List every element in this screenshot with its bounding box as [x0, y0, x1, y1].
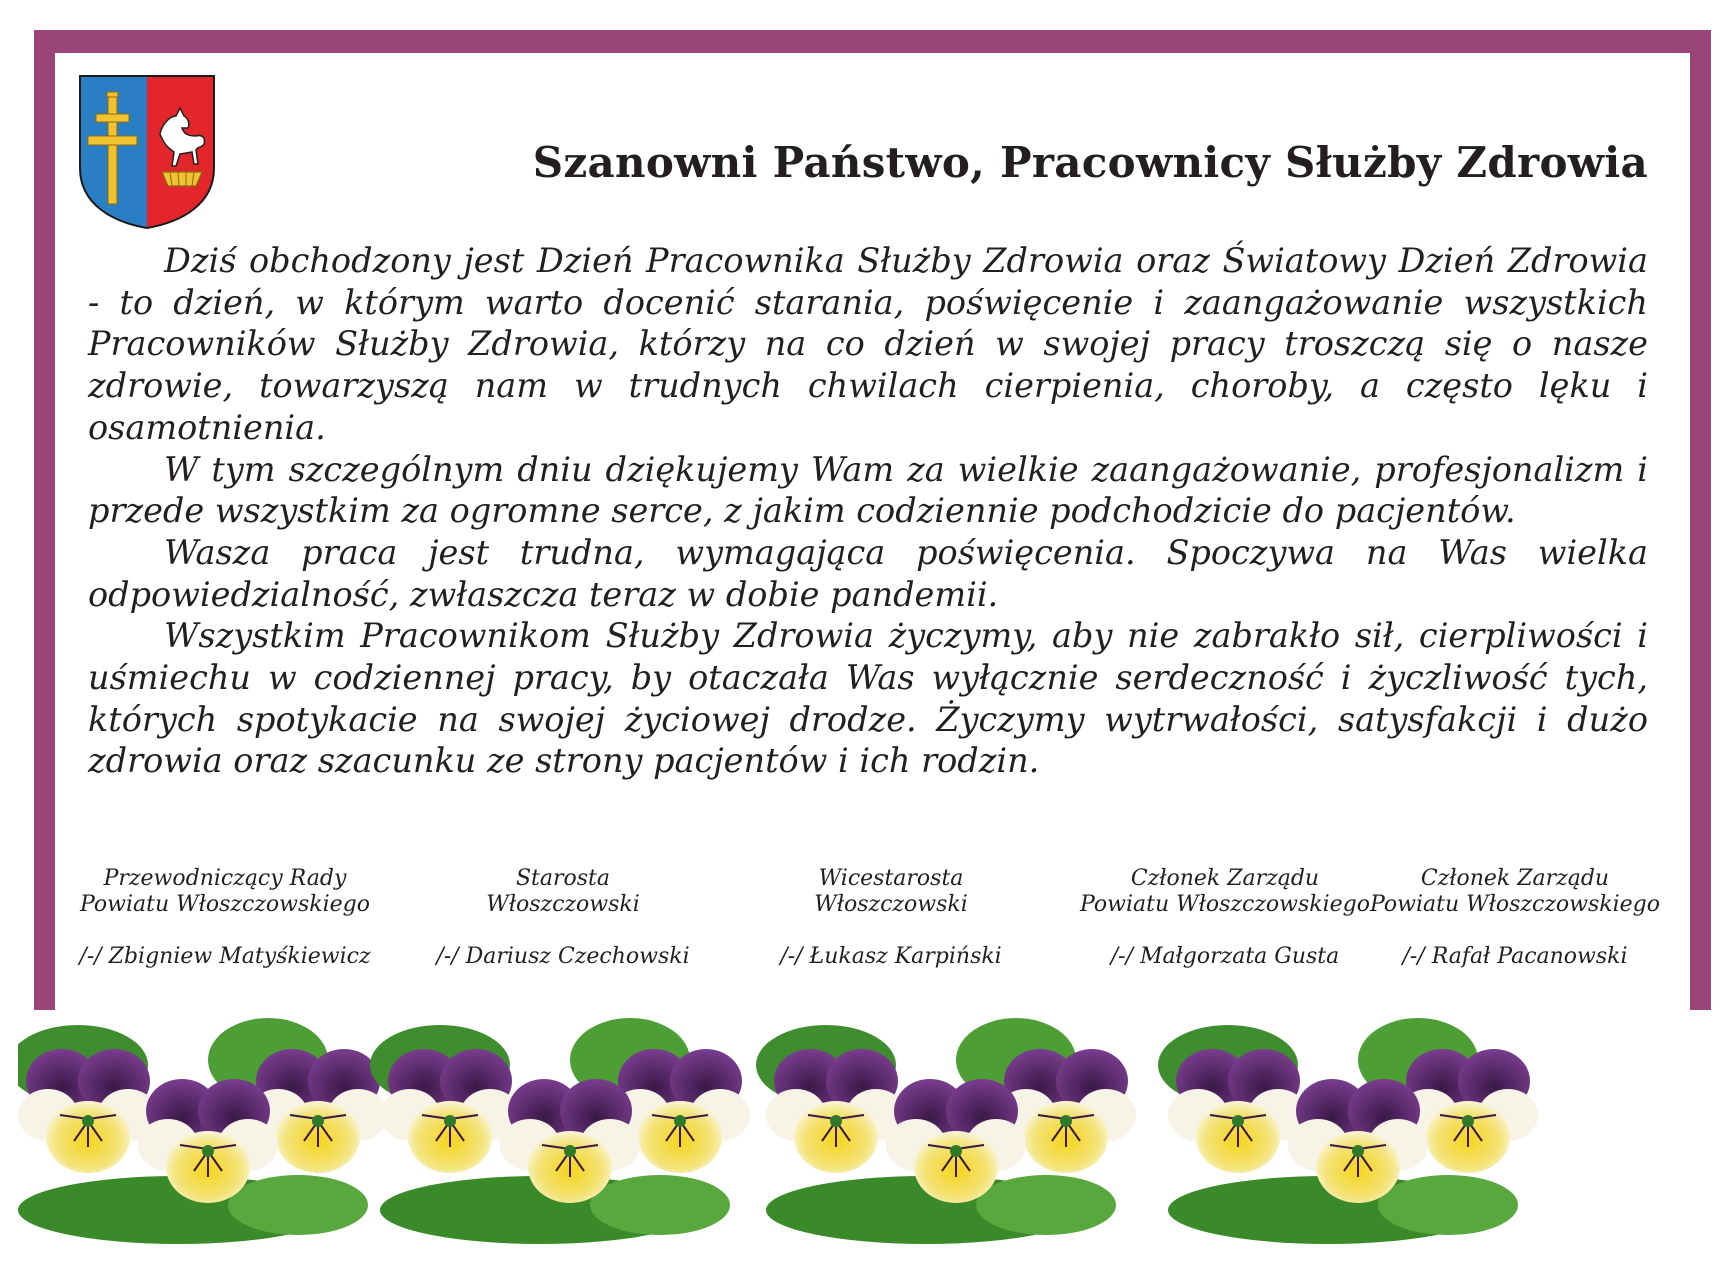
- letter-body: [88, 240, 1648, 782]
- signer-role: Członek Zarządu: [1130, 866, 1320, 891]
- signer-role: Powiatu Włoszczowskiego: [1369, 892, 1660, 917]
- letter-paragraph: Dziś obchodzony jest Dzień Pracownika Służby Zdrowia oraz Światowy Dzień Zdrowia - to dzień, w którym warto docenić starania, poświęcenie i zaangażowanie wszystkich Pracowników Służby Zdrowia, którzy na co dzień w swojej pracy troszczą się o nasze zdrowie, towarzyszą nam w trudnych chwilach cierpienia, choroby, a często lęku i osamotnienia.: [88, 241, 1648, 447]
- coat-of-arms-icon: [76, 72, 218, 230]
- signer: [1350, 866, 1680, 970]
- signer-name: /-/ Zbigniew Matyśkiewicz: [79, 944, 371, 969]
- page-title: Szanowni Państwo, Pracownicy Służby Zdrowia: [532, 138, 1648, 187]
- letter-paragraph: Wasza praca jest trudna, wymagająca poświęcenia. Spoczywa na Was wielka odpowiedzialność, zwłaszcza teraz w dobie pandemii.: [88, 532, 1648, 614]
- signer-name: /-/ Dariusz Czechowski: [436, 944, 690, 969]
- signer-role: Członek Zarządu: [1420, 866, 1610, 891]
- signer: [60, 866, 390, 970]
- signer-role: Powiatu Włoszczowskiego: [1079, 892, 1370, 917]
- letter-paragraph: Wszystkim Pracownikom Służby Zdrowia życzymy, aby nie zabrakło sił, cierpliwości i uśmiechu w codziennej pracy, by otaczała Was wyłącznie serdeczność i życzliwość tych, których spotykacie na swojej życiowej drodze. Życzymy wytrwałości, satysfakcji i dużo zdrowia oraz szacunku ze strony pacjentów i ich rodzin.: [88, 616, 1648, 781]
- signer: [1060, 866, 1390, 970]
- signer: [398, 866, 728, 970]
- signer-role: Wicestarosta: [818, 866, 964, 891]
- signer-role: Włoszczowski: [486, 892, 640, 917]
- signatures: [60, 866, 1680, 976]
- pansy-flowers-icon: [18, 1005, 1710, 1255]
- signer-role: Włoszczowski: [814, 892, 968, 917]
- signer-role: Starosta: [515, 866, 611, 891]
- signer-name: /-/ Rafał Pacanowski: [1402, 944, 1628, 969]
- signer-role: Przewodniczący Rady: [103, 866, 347, 891]
- letter-paragraph: W tym szczególnym dniu dziękujemy Wam za wielkie zaangażowanie, profesjonalizm i przede wszystkim za ogromne serce, z jakim codziennie podchodzicie do pacjentów.: [88, 449, 1648, 531]
- signer-role: Powiatu Włoszczowskiego: [79, 892, 370, 917]
- signer: [726, 866, 1056, 970]
- signer-name: /-/ Łukasz Karpiński: [780, 944, 1002, 969]
- signer-name: /-/ Małgorzata Gusta: [1110, 944, 1340, 969]
